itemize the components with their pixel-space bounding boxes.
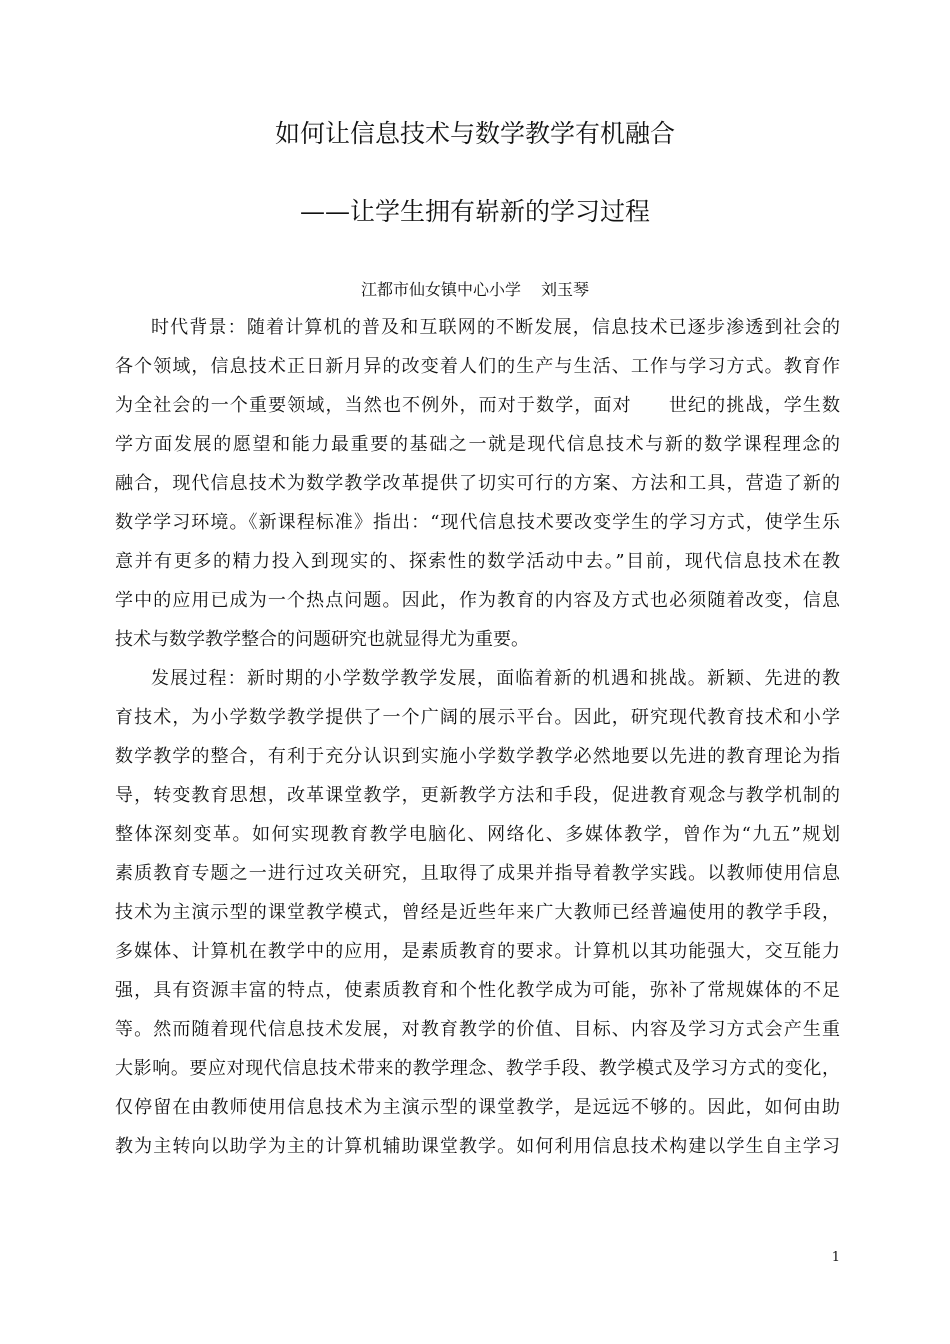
paragraph-line: 学中的应用已成为一个热点问题。因此，作为教育的内容及方式也必须随着改变，信息	[115, 590, 840, 611]
paragraph-line	[115, 394, 840, 418]
paragraph-line: 数学教学的整合，有利于充分认识到实施小学数学教学必然地要以先进的教育理论为指	[115, 746, 840, 767]
paragraph-line: 融合，现代信息技术为数学教学改革提供了切实可行的方案、方法和工具，营造了新的	[115, 473, 840, 494]
line-segment: 为全社会的一个重要领域，当然也不例外，而对于数学，面对	[115, 395, 632, 416]
document-title: 如何让信息技术与数学教学有机融合	[274, 119, 675, 148]
page-number: 1	[831, 1250, 840, 1265]
paragraph-line: 导，转变教育思想，改革课堂教学，更新教学方法和手段，促进教育观念与教学机制的	[115, 785, 840, 806]
paragraph-line: 教为主转向以助学为主的计算机辅助课堂教学。如何利用信息技术构建以学生自主学习	[115, 1136, 840, 1157]
paragraph-line: 意并有更多的精力投入到现实的、探索性的数学活动中去。”目前，现代信息技术在教	[115, 551, 840, 572]
author-school: 江都市仙女镇中心小学	[360, 280, 521, 299]
paragraph-line: 技术为主演示型的课堂教学模式，曾经是近些年来广大教师已经普遍使用的教学手段，	[115, 902, 840, 923]
paragraph-line: 时代背景：随着计算机的普及和互联网的不断发展，信息技术已逐步渗透到社会的	[151, 317, 840, 338]
line-segment: 世纪的挑战，学生数	[667, 395, 840, 416]
paragraph-line: 强，具有资源丰富的特点，使素质教育和个性化教学成为可能，弥补了常规媒体的不足	[115, 980, 840, 1001]
paragraph-line: 学方面发展的愿望和能力最重要的基础之一就是现代信息技术与新的数学课程理念的	[115, 434, 840, 455]
paragraph-line: 数学学习环境。《新课程标准》指出：“现代信息技术要改变学生的学习方式，使学生乐	[115, 512, 840, 533]
paragraph-line: 各个领域，信息技术正日新月异的改变着人们的生产与生活、工作与学习方式。教育作	[115, 356, 840, 377]
paragraph-line: 等。然而随着现代信息技术发展，对教育教学的价值、目标、内容及学习方式会产生重	[115, 1019, 840, 1040]
paragraph-line: 技术与数学教学整合的问题研究也就显得尤为重要。	[115, 629, 529, 650]
paragraph-line: 仅停留在由教师使用信息技术为主演示型的课堂教学，是远远不够的。因此，如何由助	[115, 1097, 840, 1118]
paragraph-line: 大影响。要应对现代信息技术带来的教学理念、教学手段、教学模式及学习方式的变化，	[115, 1058, 840, 1079]
paragraph-line: 发展过程：新时期的小学数学教学发展，面临着新的机遇和挑战。新颖、先进的教	[151, 668, 840, 689]
document-subtitle: ——让学生拥有崭新的学习过程	[299, 197, 650, 226]
paragraph-line: 多媒体、计算机在教学中的应用，是素质教育的要求。计算机以其功能强大，交互能力	[115, 941, 840, 962]
author-line	[0, 278, 950, 302]
author-name: 刘玉琴	[541, 280, 590, 299]
paragraph-line: 整体深刻变革。如何实现教育教学电脑化、网络化、多媒体教学，曾作为“九五”规划	[115, 824, 840, 845]
paragraph-line: 素质教育专题之一进行过攻关研究，且取得了成果并指导着教学实践。以教师使用信息	[115, 863, 840, 884]
paragraph-line: 育技术，为小学数学教学提供了一个广阔的展示平台。因此，研究现代教育技术和小学	[115, 707, 840, 728]
